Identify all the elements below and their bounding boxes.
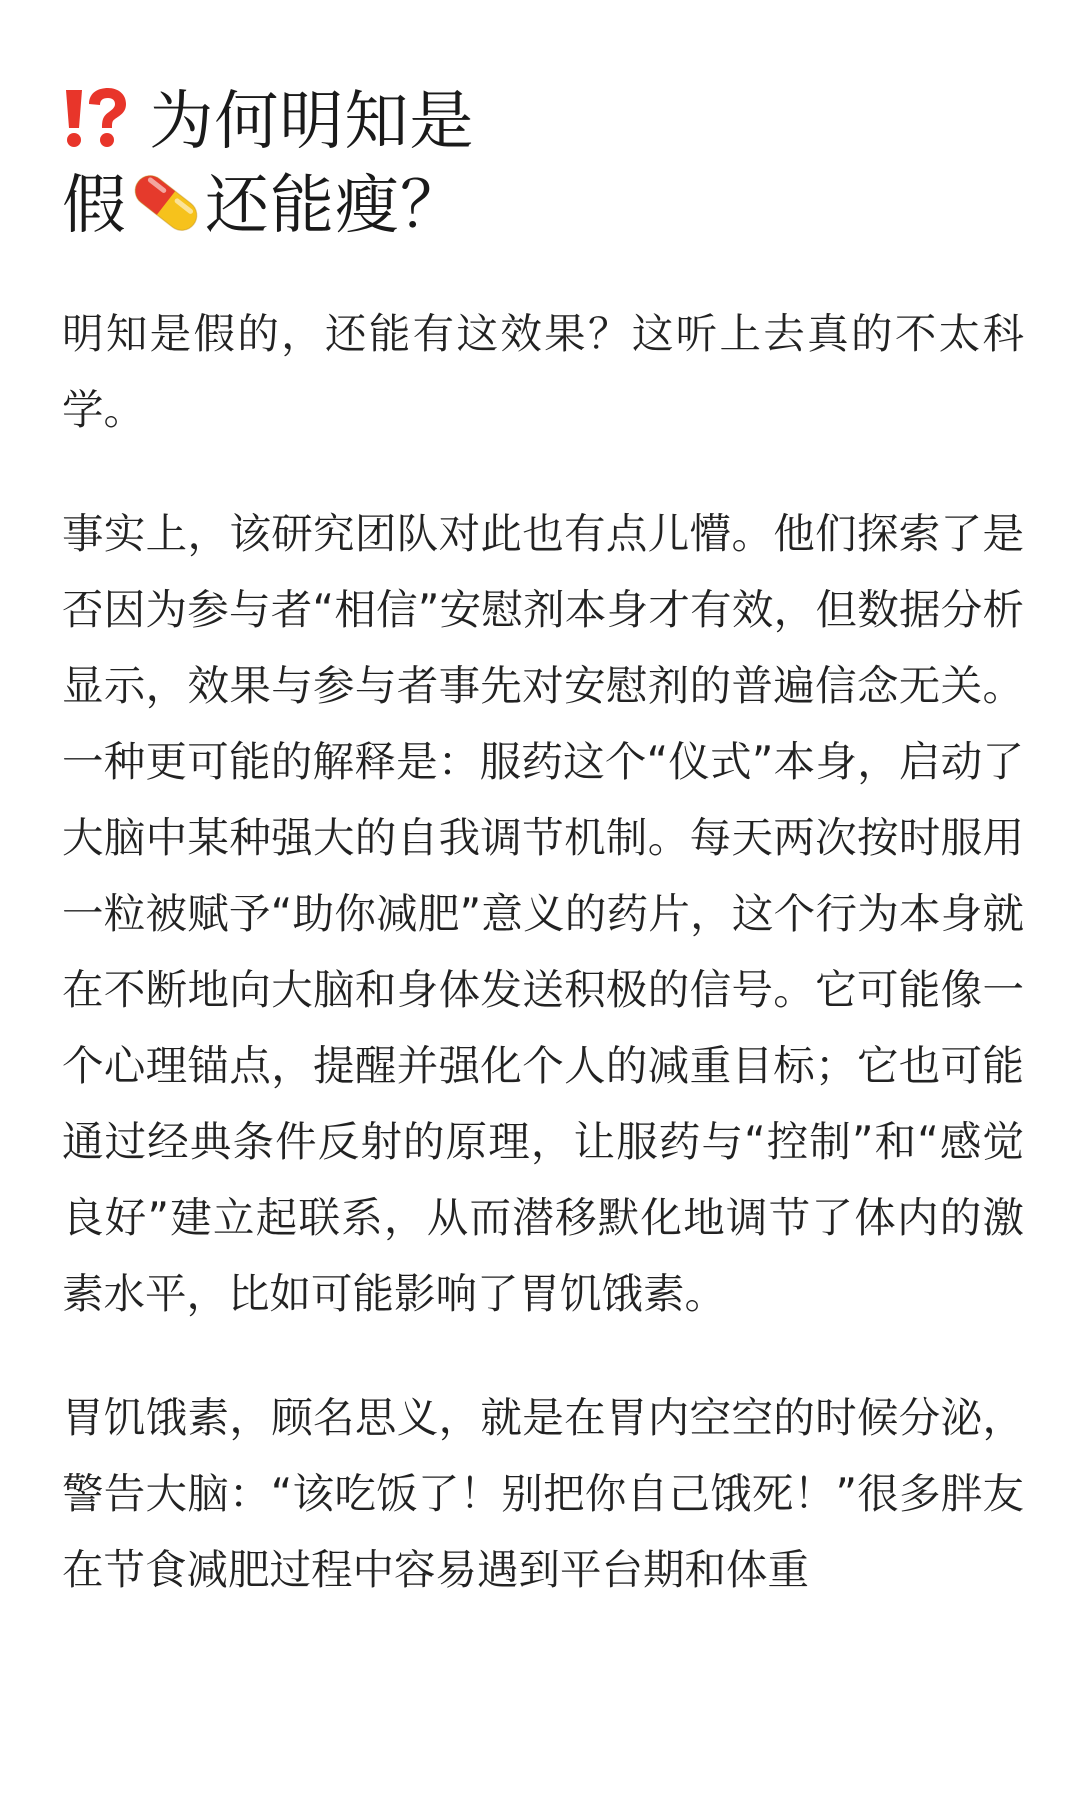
exclamation-question-mark-icon	[62, 86, 128, 152]
title-line-1	[62, 80, 1024, 164]
paragraph-3: 胃饥饿素，顾名思义，就是在胃内空空的时候分泌，警告大脑：“该吃饭了！别把你自己饿死！”很多胖友在节食减肥过程中容易遇到平台期和体重	[62, 1393, 1024, 1595]
paragraph-1: 明知是假的，还能有这效果？这听上去真的不太科学。	[62, 309, 1024, 435]
title-line-2	[62, 164, 1024, 248]
article-title	[62, 80, 1024, 248]
title-text-1: 为何明知是	[149, 85, 475, 159]
pill-icon	[127, 164, 205, 242]
article	[62, 80, 1024, 1608]
paragraph-2: 事实上，该研究团队对此也有点儿懵。他们探索了是否因为参与者“相信”安慰剂本身才有效，但数据分析显示，效果与参与者事先对安慰剂的普遍信念无关。一种更可能的解释是：服药这个“仪式”本身，启动了大脑中某种强大的自我调节机制。每天两次按时服用一粒被赋予“助你减肥”意义的药片，这个行为本身就在不断地向大脑和身体发送积极的信号。它可能像一个心理锚点，提醒并强化个人的减重目标；它也可能通过经典条件反射的原理，让服药与“控制”和“感觉良好”建立起联系，从而潜移默化地调节了体内的激素水平，比如可能影响了胃饥饿素。	[62, 509, 1024, 1319]
title-text-2a: 假	[62, 169, 127, 243]
title-text-2b: 还能瘦？	[205, 169, 465, 243]
